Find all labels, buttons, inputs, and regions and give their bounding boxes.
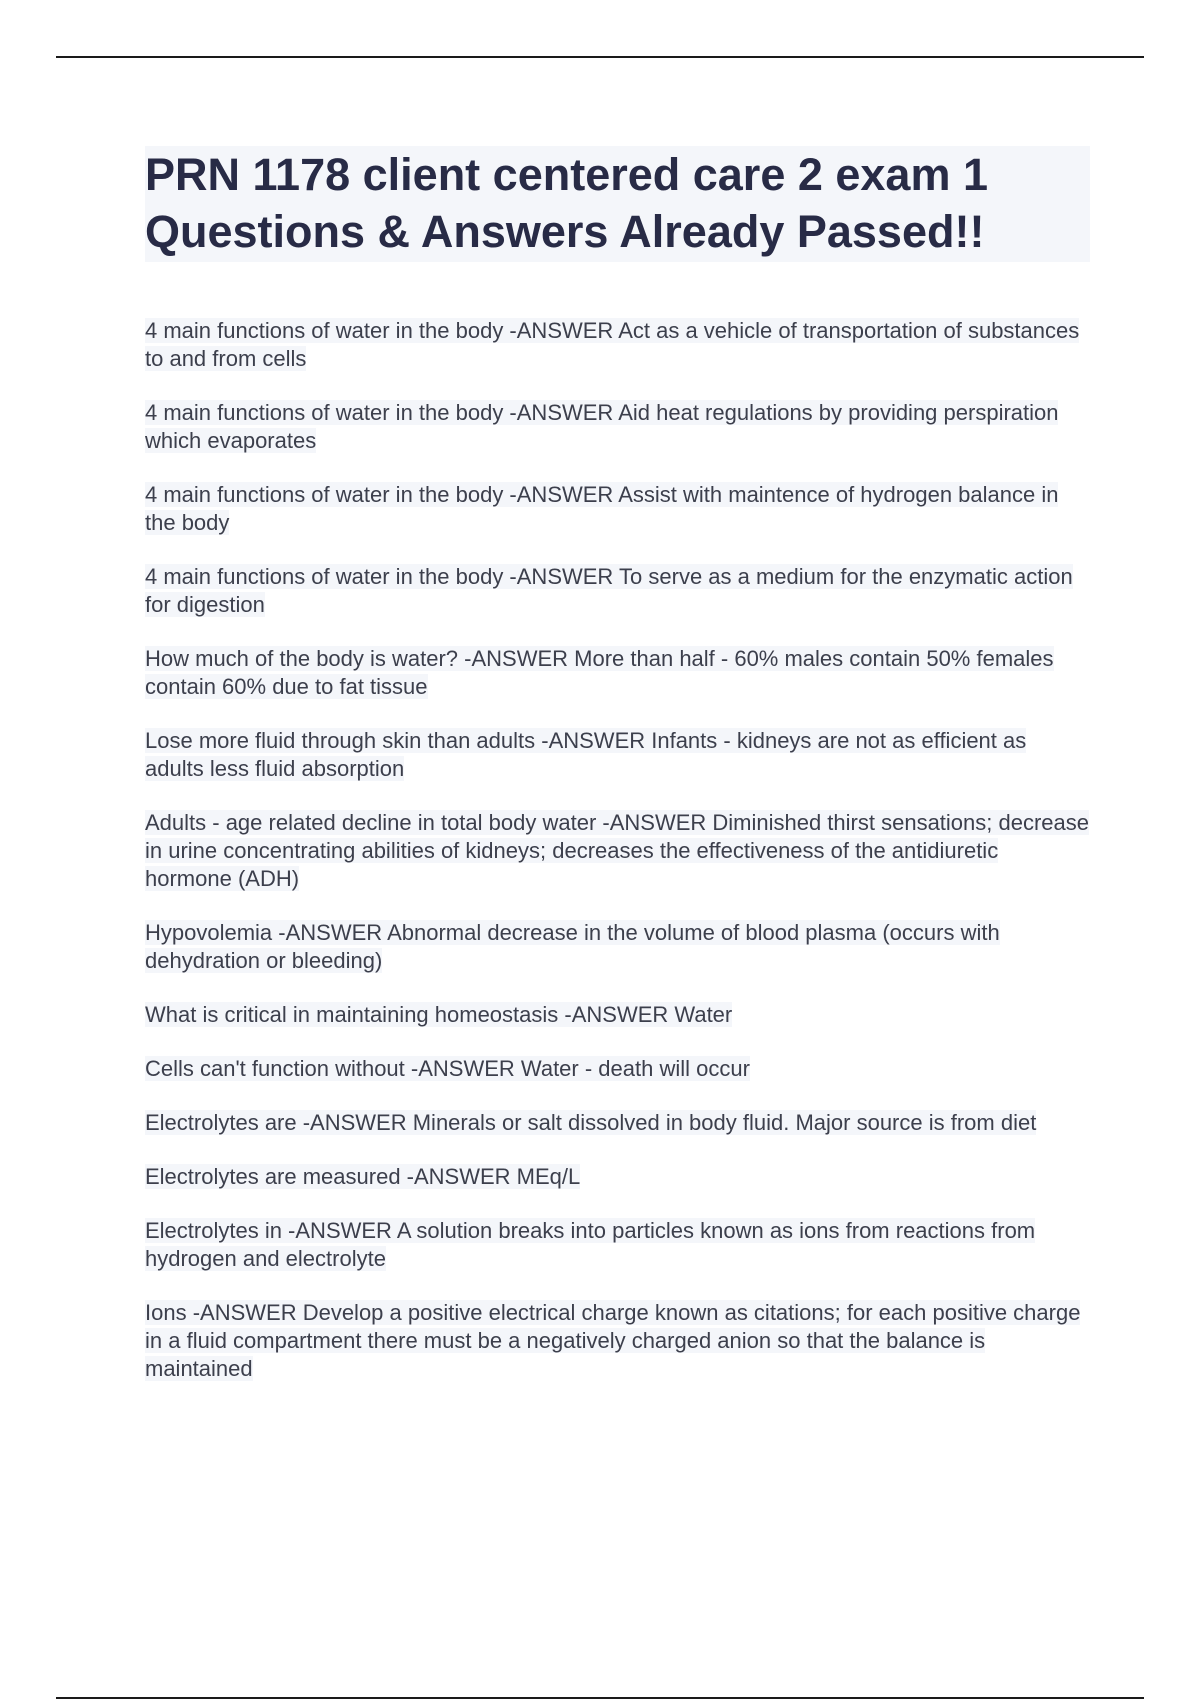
- qa-item: 4 main functions of water in the body -ANSWER Assist with maintence of hydrogen balance in the body: [145, 482, 1059, 535]
- top-rule: [56, 56, 1144, 58]
- qa-item: Hypovolemia -ANSWER Abnormal decrease in the volume of blood plasma (occurs with dehydration or bleeding): [145, 920, 1000, 973]
- qa-item: Adults - age related decline in total body water -ANSWER Diminished thirst sensations; decrease in urine concentrating abilities of kidneys; decreases the effectiveness of the antidiuretic hormone (ADH): [145, 810, 1090, 891]
- document-title: PRN 1178 client centered care 2 exam 1 Questions & Answers Already Passed!!: [145, 146, 1090, 262]
- qa-item: How much of the body is water? -ANSWER More than half - 60% males contain 50% females contain 60% due to fat tissue: [145, 646, 1054, 699]
- qa-item: Ions -ANSWER Develop a positive electrical charge known as citations; for each positive charge in a fluid compartment there must be a negatively charged anion so that the balance is maintained: [145, 1300, 1081, 1381]
- qa-item: Cells can't function without -ANSWER Water - death will occur: [145, 1056, 750, 1081]
- qa-item: Electrolytes are -ANSWER Minerals or salt dissolved in body fluid. Major source is from diet: [145, 1110, 1037, 1135]
- qa-item: Electrolytes in -ANSWER A solution breaks into particles known as ions from reactions from hydrogen and electrolyte: [145, 1218, 1036, 1271]
- qa-item: What is critical in maintaining homeostasis -ANSWER Water: [145, 1002, 733, 1027]
- document-body: [145, 146, 1090, 1409]
- qa-item: 4 main functions of water in the body -ANSWER Aid heat regulations by providing perspiration which evaporates: [145, 400, 1059, 453]
- qa-item: Lose more fluid through skin than adults -ANSWER Infants - kidneys are not as efficient as adults less fluid absorption: [145, 728, 1027, 781]
- qa-item: Electrolytes are measured -ANSWER MEq/L: [145, 1164, 581, 1189]
- qa-item: 4 main functions of water in the body -ANSWER To serve as a medium for the enzymatic action for digestion: [145, 564, 1073, 617]
- qa-list: [145, 317, 1090, 1383]
- bottom-rule: [56, 1697, 1144, 1699]
- qa-item: 4 main functions of water in the body -ANSWER Act as a vehicle of transportation of substances to and from cells: [145, 318, 1080, 371]
